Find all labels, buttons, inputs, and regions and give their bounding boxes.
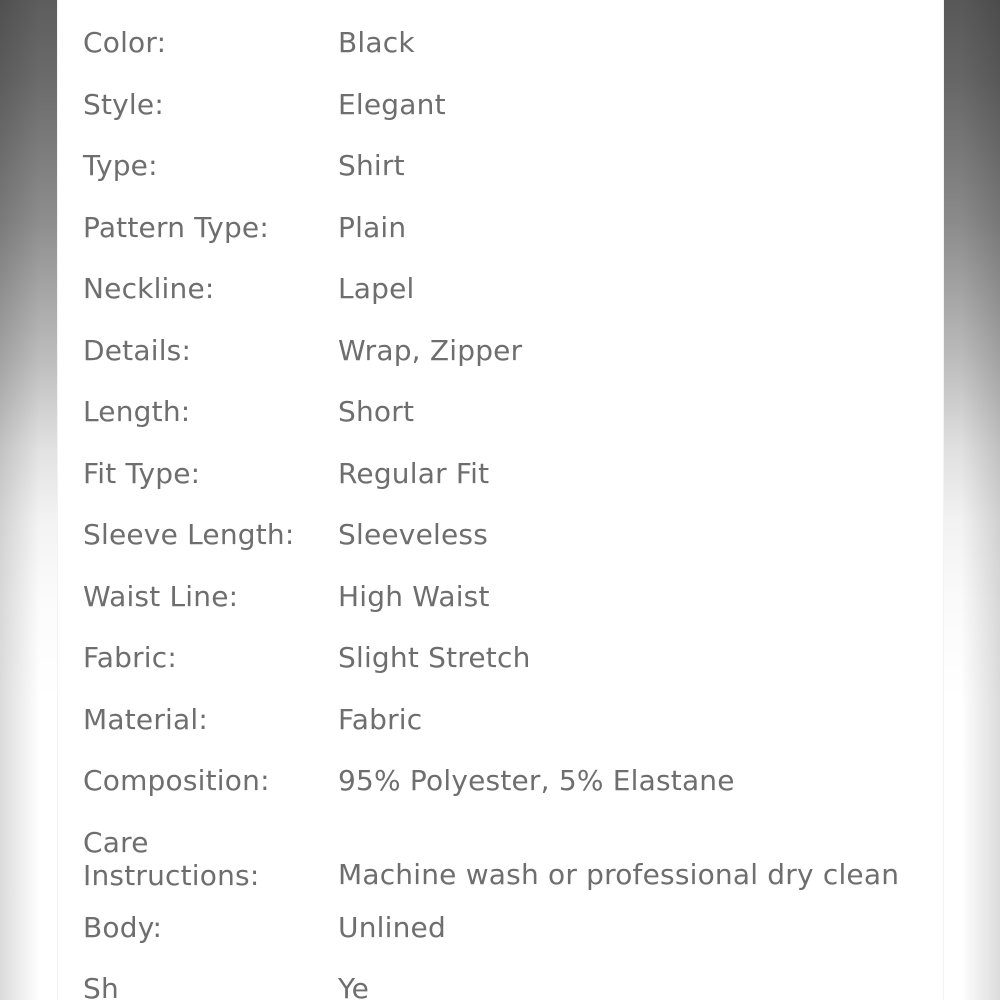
spec-row (83, 911, 943, 973)
spec-value: Unlined (338, 910, 446, 944)
spec-value: Fabric (338, 702, 423, 736)
right-page-shadow (944, 0, 1000, 1000)
spec-label: Type: (83, 149, 158, 182)
spec-label: Neckline: (83, 272, 215, 305)
spec-value: Regular Fit (338, 456, 490, 490)
spec-value: Machine wash or professional dry clean (338, 857, 900, 891)
spec-row (83, 457, 943, 519)
spec-label: Care Instructions: (83, 825, 260, 892)
spec-row (83, 972, 943, 1000)
spec-label: Pattern Type: (83, 210, 269, 244)
spec-value: Ye (338, 972, 370, 1000)
spec-value: Wrap, Zipper (338, 333, 523, 367)
spec-row (83, 211, 943, 273)
left-page-shadow-inner (0, 0, 57, 1000)
left-page-shadow (0, 0, 57, 1000)
spec-value: Plain (338, 210, 407, 244)
spec-label: Body: (83, 910, 163, 944)
spec-label: Sleeve Length: (83, 518, 295, 551)
spec-label: Composition: (83, 764, 270, 797)
spec-row (83, 26, 943, 88)
spec-row (83, 272, 943, 334)
spec-row (83, 88, 943, 150)
spec-label: Fabric: (83, 641, 177, 674)
spec-label: Details: (83, 333, 192, 367)
spec-row (83, 641, 943, 703)
spec-value: 95% Polyester, 5% Elastane (338, 764, 735, 797)
spec-row (83, 764, 943, 826)
spec-label: Length: (83, 395, 191, 428)
spec-label: Style: (83, 87, 164, 121)
spec-value: Short (338, 395, 415, 428)
spec-row (83, 703, 943, 765)
spec-value: Black (338, 26, 415, 59)
spec-value: High Waist (338, 579, 490, 613)
spec-value: Slight Stretch (338, 641, 531, 674)
spec-value: Lapel (338, 272, 415, 305)
page-edge-left (57, 0, 58, 1000)
spec-value: Elegant (338, 87, 446, 121)
spec-label: Color: (83, 26, 167, 59)
spec-row (83, 395, 943, 457)
spec-row (83, 826, 943, 911)
specifications-table (83, 26, 943, 1000)
spec-label: Fit Type: (83, 456, 201, 490)
spec-value: Shirt (338, 149, 405, 182)
page-edge-right (943, 0, 944, 1000)
right-page-shadow-inner (944, 0, 1000, 1000)
document-page (58, 0, 944, 1000)
spec-label: Waist Line: (83, 579, 239, 613)
spec-row (83, 518, 943, 580)
spec-value: Sleeveless (338, 518, 488, 551)
spec-row (83, 334, 943, 396)
spec-label: Sh (83, 972, 119, 1000)
spec-row (83, 149, 943, 211)
spec-row (83, 580, 943, 642)
spec-label: Material: (83, 702, 208, 736)
